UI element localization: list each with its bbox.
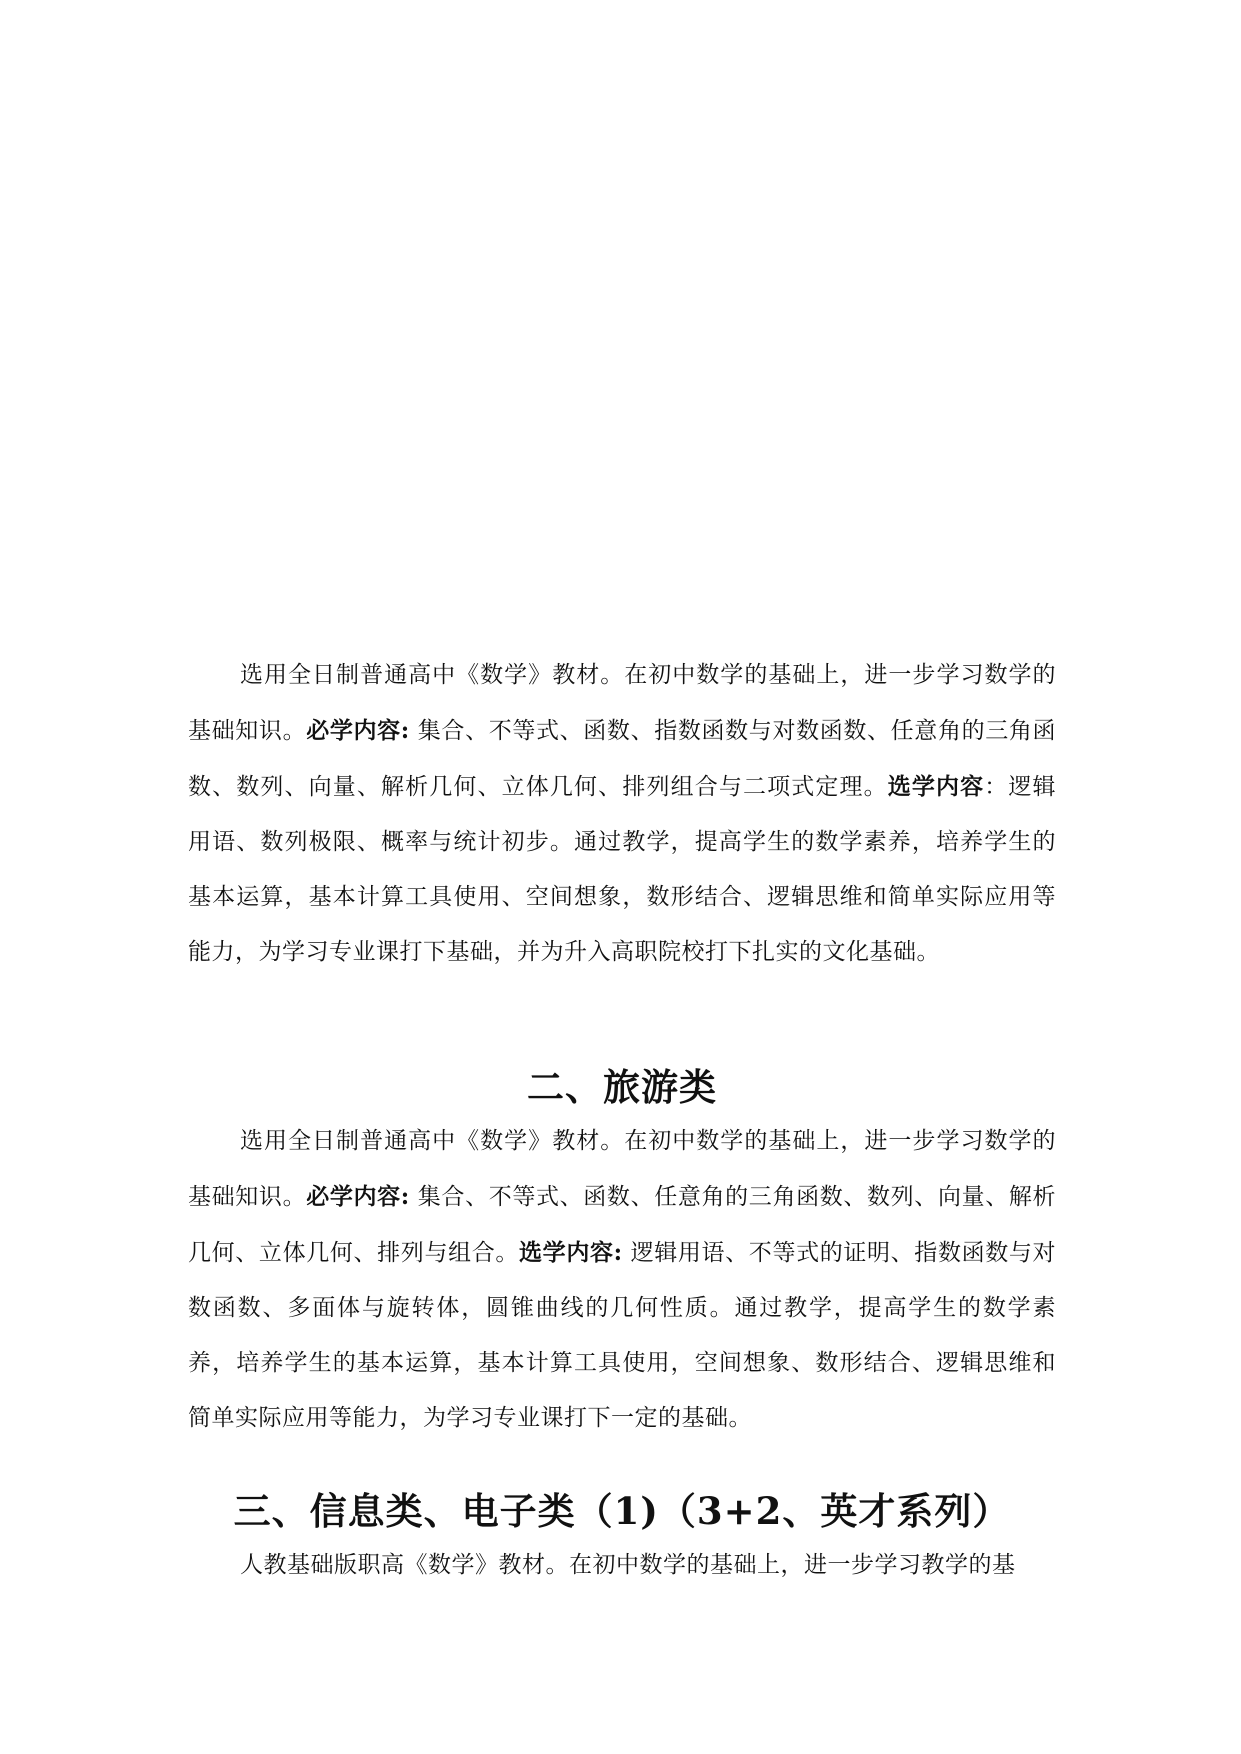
section-heading-tourism: 二、旅游类 bbox=[527, 1065, 717, 1109]
paragraph bbox=[188, 648, 1056, 980]
required-content-label: 必学内容: bbox=[306, 1183, 410, 1210]
section-tourism-body bbox=[188, 1114, 1056, 1446]
paragraph-intro: 选用全日制普通高中《数学》教材。在初中数学的基础上，进一步学习数学的基础知识。 bbox=[188, 1128, 1056, 1210]
paragraph-intro: 选用全日制普通高中《数学》教材。在初中数学的基础上，进一步学习数学的基础知识。 bbox=[188, 662, 1056, 744]
required-content-label: 必学内容: bbox=[306, 717, 410, 744]
paragraph-intro: 人教基础版职高《数学》教材。在初中数学的基础上，进一步学习教学的基 bbox=[240, 1552, 1016, 1578]
section-general-body bbox=[188, 648, 1056, 980]
paragraph bbox=[188, 1538, 1056, 1593]
paragraph bbox=[188, 1114, 1056, 1446]
elective-content-text: 逻辑用语、不等式的证明、指数函数与对数函数、多面体与旋转体，圆锥曲线的几何性质。通过教学，提高学生的数学素养，培养学生的基本运算，基本计算工具使用，空间想象、数形结合、逻辑思维和简单实际应用等能力，为学习专业课打下一定的基础。 bbox=[188, 1240, 1057, 1431]
required-content-text: 集合、不等式、函数、任意角的三角函数、数列、向量、解析几何、立体几何、排列与组合。 bbox=[188, 1184, 1057, 1266]
elective-content-text: ：逻辑用语、数列极限、概率与统计初步。通过教学，提高学生的数学素养，培养学生的基本运算，基本计算工具使用、空间想象，数形结合、逻辑思维和简单实际应用等能力，为学习专业课打下基础，并为升入高职院校打下扎实的文化基础。 bbox=[188, 774, 1057, 965]
elective-content-label: 选学内容 bbox=[887, 773, 985, 800]
section-heading-information-electronics: 三、信息类、电子类（1)（3+2、英才系列） bbox=[233, 1489, 1011, 1533]
required-content-text: 集合、不等式、函数、指数函数与对数函数、任意角的三角函数、数列、向量、解析几何、立体几何、排列组合与二项式定理。 bbox=[188, 718, 1057, 800]
section-information-body bbox=[188, 1538, 1056, 1593]
elective-content-label: 选学内容: bbox=[519, 1239, 623, 1266]
